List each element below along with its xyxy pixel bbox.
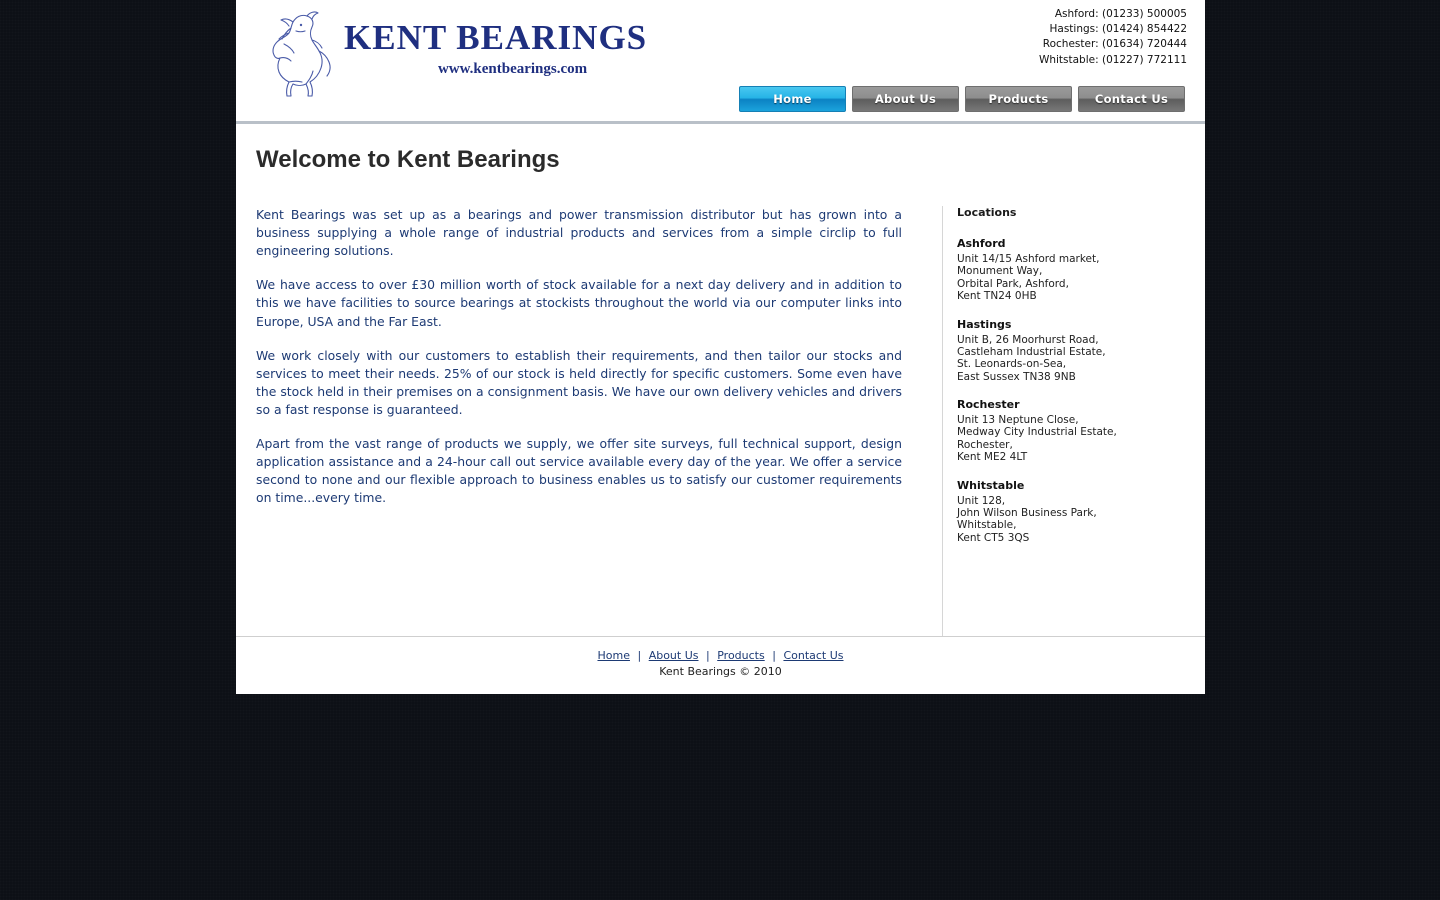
location-name: Rochester (957, 398, 1020, 411)
location-address-line: Kent CT5 3QS (957, 531, 1030, 544)
location-address-line: St. Leonards-on-Sea, (957, 358, 1067, 371)
footer-link-products[interactable]: Products (717, 649, 765, 662)
location-address-line: Kent ME2 4LT (957, 451, 1028, 464)
phone-hastings: Hastings: (01424) 854422 (1049, 23, 1187, 36)
footer-separator: | (637, 649, 642, 662)
site-header (236, 0, 1205, 124)
rearing-horse-icon (260, 8, 338, 100)
location-address-line: Unit 13 Neptune Close, (957, 414, 1079, 426)
location-name: Hastings (957, 317, 1012, 331)
phone-list (1039, 7, 1187, 68)
content-area (236, 124, 1205, 636)
nav-item-products[interactable]: Products (965, 86, 1072, 112)
body-paragraph-4: Apart from the vast range of products we supply, we offer site surveys, full technical support, design application assistance and a 24-hour call out service available every day of the year. We offer a service second to none and our flexible approach to business enables us to satisfy our customer requirements on time...every time. (256, 436, 902, 506)
footer-link-contact-us[interactable]: Contact Us (783, 649, 844, 662)
brand-name: KENT BEARINGS (344, 18, 648, 57)
body-paragraph-2: We have access to over £30 million worth of stock available for a next day delivery and in addition to this we have facilities to source bearings at stockists throughout the world via our computer links into Europe, USA and the Far East. (256, 277, 902, 329)
locations-sidebar (942, 206, 1205, 636)
phone-rochester: Rochester: (01634) 720444 (1042, 38, 1187, 51)
location-address-line: Castleham Industrial Estate, (957, 345, 1106, 358)
location-whitstable (957, 479, 1191, 545)
main-column (236, 206, 942, 636)
body-paragraph-3: We work closely with our customers to establish their requirements, and then tailor our stocks and services to meet their needs. 25% of our stock is held directly for specific customers. Some even have the stock held in their premises on a consignment basis. We have our own delivery vehicles and drivers so a fast response is guaranteed. (256, 347, 902, 417)
location-address-line: Unit 128, (957, 494, 1006, 507)
footer-link-about-us[interactable]: About Us (648, 649, 699, 662)
locations-title: Locations (957, 206, 1017, 219)
main-navigation (739, 86, 1185, 112)
location-address-line: Medway City Industrial Estate, (957, 426, 1117, 439)
location-address-line: John Wilson Business Park, (957, 506, 1097, 519)
location-address-line: Unit 14/15 Ashford market, (957, 253, 1100, 265)
content-columns (236, 206, 1205, 636)
nav-item-home[interactable]: Home (739, 86, 846, 112)
location-name: Ashford (957, 237, 1006, 250)
brand-url: www.kentbearings.com (437, 61, 588, 77)
nav-item-contact-us[interactable]: Contact Us (1078, 86, 1185, 112)
location-rochester (957, 398, 1191, 464)
phone-ashford: Ashford: (01233) 500005 (1054, 8, 1187, 20)
page-container (236, 0, 1205, 694)
location-address-line: Unit B, 26 Moorhurst Road, (957, 333, 1099, 346)
phone-whitstable: Whitstable: (01227) 772111 (1038, 53, 1187, 66)
location-address-line: Orbital Park, Ashford, (957, 277, 1069, 290)
location-address-line: Monument Way, (957, 265, 1043, 278)
footer-links (236, 649, 1205, 662)
page-title: Welcome to Kent Bearings (256, 146, 560, 173)
location-ashford (957, 237, 1191, 303)
site-footer (236, 636, 1205, 694)
location-address-line: East Sussex TN38 9NB (957, 370, 1076, 383)
footer-link-home[interactable]: Home (597, 649, 630, 662)
nav-item-about-us[interactable]: About Us (852, 86, 959, 112)
location-address-line: Rochester, (957, 438, 1013, 451)
footer-separator: | (772, 649, 776, 662)
location-hastings (957, 318, 1191, 384)
copyright: Kent Bearings © 2010 (659, 665, 782, 678)
footer-separator: | (706, 649, 710, 662)
location-address-line: Whitstable, (957, 519, 1017, 532)
body-paragraph-1: Kent Bearings was set up as a bearings and power transmission distributor but has grown into a business supplying a whole range of industrial products and services from a simple circlip to full engineering solutions. (256, 207, 902, 259)
location-name: Whitstable (957, 478, 1025, 492)
location-address-line: Kent TN24 0HB (957, 290, 1037, 303)
logo[interactable] (260, 8, 647, 100)
